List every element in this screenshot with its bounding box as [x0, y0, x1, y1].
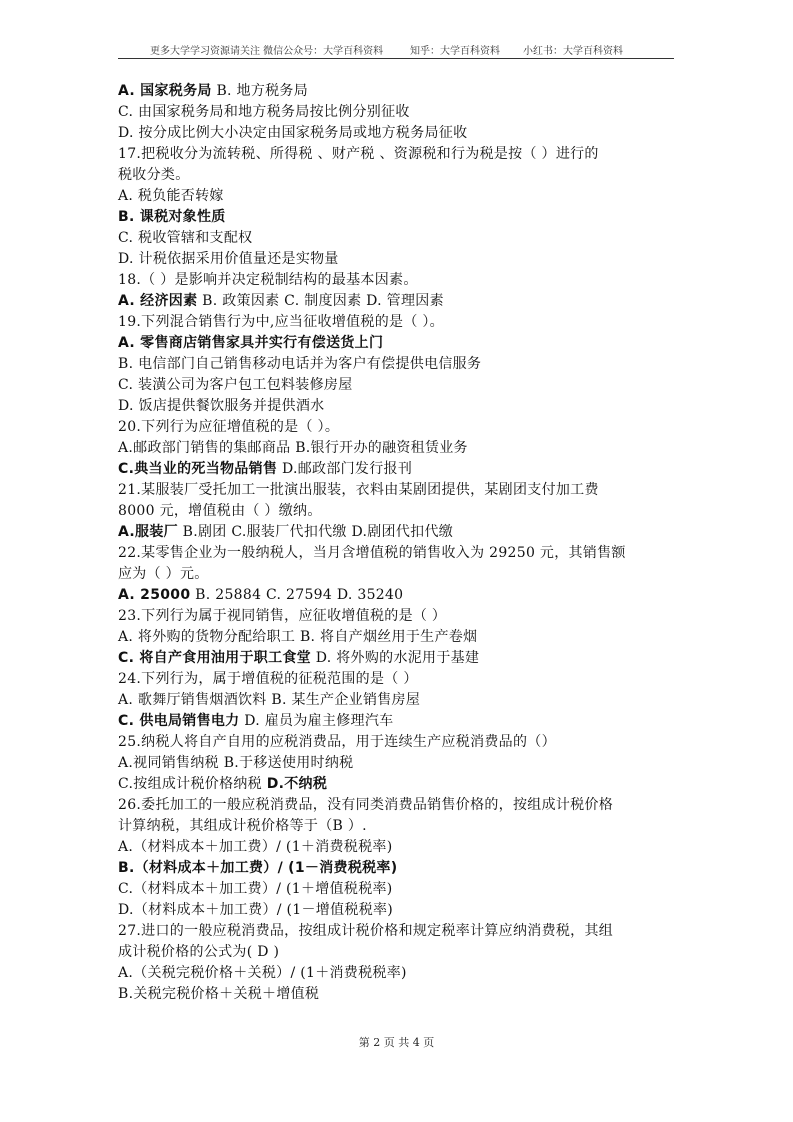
line-text: 24.下列行为，属于增值税的征税范围的是（ ）	[118, 671, 418, 687]
line-text: 计算纳税，其组成计税价格等于（B ）.	[118, 818, 367, 834]
text-line	[118, 816, 678, 837]
text-line	[118, 963, 678, 984]
line-text: C. 装潢公司为客户包工包料装修房屋	[118, 377, 353, 393]
text-line	[118, 270, 678, 291]
text-line	[118, 900, 678, 921]
text-line	[118, 102, 678, 123]
text-line	[118, 123, 678, 144]
line-text: A.（关税完税价格＋关税）/ (1＋消费税税率)	[118, 965, 407, 981]
line-text: 25.纳税人将自产自用的应税消费品，用于连续生产应税消费品的（）	[118, 734, 556, 750]
line-text: A. 歌舞厅销售烟酒饮料 B. 某生产企业销售房屋	[118, 692, 421, 708]
answer-text: A.服装厂	[118, 524, 178, 540]
line-text: 成计税价格的公式为( D )	[118, 944, 280, 960]
line-text: B.剧团 C.服装厂代扣代缴 D.剧团代扣代缴	[177, 524, 454, 540]
text-line	[118, 564, 678, 585]
text-line	[118, 144, 678, 165]
line-text: A.视同销售纳税 B.于移送使用时纳税	[118, 755, 354, 771]
text-line	[118, 753, 678, 774]
text-line	[118, 186, 678, 207]
text-line	[118, 81, 678, 102]
line-text: B.关税完税价格＋关税＋增值税	[118, 986, 320, 1002]
text-line	[118, 921, 678, 942]
text-line	[118, 459, 678, 480]
line-text: D.（材料成本＋加工费）/ (1－增值税税率)	[118, 902, 394, 918]
header-wechat-text: 更多大学学习资源请关注 微信公众号：大学百科资料	[150, 46, 384, 57]
text-line	[118, 711, 678, 732]
text-line	[118, 417, 678, 438]
text-line	[118, 354, 678, 375]
text-line	[118, 879, 678, 900]
line-text: D. 将外购的水泥用于基建	[310, 650, 480, 666]
text-line	[118, 837, 678, 858]
text-line	[118, 627, 678, 648]
answer-text: A. 经济因素	[118, 293, 198, 309]
header-xiaohongshu-text: 小红书：大学百科资料	[523, 46, 623, 57]
line-text: C.（材料成本＋加工费）/ (1＋增值税税率)	[118, 881, 393, 897]
line-text: A. 税负能否转嫁	[118, 188, 224, 204]
line-text: B. 地方税务局	[211, 83, 309, 99]
line-text: A.邮政部门销售的集邮商品 B.银行开办的融资租赁业务	[118, 440, 468, 456]
document-body	[118, 81, 678, 1005]
line-text: 18.（ ）是影响并决定税制结构的最基本因素。	[118, 272, 418, 288]
line-text: 8000 元，增值税由（ ）缴纳。	[118, 503, 322, 519]
text-line	[118, 585, 678, 606]
line-text: 26.委托加工的一般应税消费品，没有同类消费品销售价格的，按组成计税价格	[118, 797, 614, 813]
text-line	[118, 984, 678, 1005]
answer-text: A. 国家税务局	[118, 83, 212, 99]
line-text: C.按组成计税价格纳税	[118, 776, 267, 792]
text-line	[118, 165, 678, 186]
header-zhihu-text: 知乎：大学百科资料	[410, 46, 500, 57]
text-line	[118, 438, 678, 459]
line-text: C. 税收管辖和支配权	[118, 230, 253, 246]
answer-text: C. 将自产食用油用于职工食堂	[118, 650, 311, 666]
text-line	[118, 648, 678, 669]
text-line	[118, 501, 678, 522]
text-line	[118, 606, 678, 627]
page-number: 第 2 页 共 4 页	[358, 1036, 435, 1049]
line-text: C. 由国家税务局和地方税务局按比例分别征收	[118, 104, 410, 120]
text-line	[118, 669, 678, 690]
line-text: 17.把税收分为流转税、所得税 、财产税 、资源税和行为税是按（ ）进行的	[118, 146, 599, 162]
line-text: D. 计税依据采用价值量还是实物量	[118, 251, 339, 267]
line-text: 19.下列混合销售行为中,应当征收增值税的是（ ）。	[118, 314, 444, 330]
text-line	[118, 858, 678, 879]
text-line	[118, 207, 678, 228]
text-line	[118, 795, 678, 816]
line-text: A.（材料成本＋加工费）/ (1＋消费税税率)	[118, 839, 393, 855]
line-text: 22.某零售企业为一般纳税人，当月含增值税的销售收入为 29250 元，其销售额	[118, 545, 626, 561]
line-text: B. 25884 C. 27594 D. 35240	[190, 587, 404, 603]
line-text: D. 雇员为雇主修理汽车	[239, 713, 394, 729]
text-line	[118, 375, 678, 396]
text-line	[118, 291, 678, 312]
text-line	[118, 690, 678, 711]
text-line	[118, 942, 678, 963]
line-text: B. 电信部门自己销售移动电话并为客户有偿提供电信服务	[118, 356, 482, 372]
answer-text: C.典当业的死当物品销售	[118, 461, 278, 477]
answer-text: C. 供电局销售电力	[118, 713, 240, 729]
text-line	[118, 480, 678, 501]
text-line	[118, 543, 678, 564]
line-text: 税收分类。	[118, 167, 190, 183]
text-line	[118, 396, 678, 417]
line-text: A. 将外购的货物分配给职工 B. 将自产烟丝用于生产卷烟	[118, 629, 478, 645]
text-line	[118, 522, 678, 543]
line-text: 应为（ ）元。	[118, 566, 209, 582]
line-text: 21.某服装厂受托加工一批演出服装，衣料由某剧团提供，某剧团支付加工费	[118, 482, 599, 498]
line-text: D.邮政部门发行报刊	[277, 461, 413, 477]
text-line	[118, 249, 678, 270]
text-line	[118, 312, 678, 333]
line-text: 20.下列行为应征增值税的是（ ）。	[118, 419, 340, 435]
text-line	[118, 732, 678, 753]
text-line	[118, 774, 678, 795]
answer-text: A. 零售商店销售家具并实行有偿送货上门	[118, 335, 384, 351]
answer-text: A. 25000	[118, 587, 191, 603]
line-text: 27.进口的一般应税消费品，按组成计税价格和规定税率计算应纳消费税，其组	[118, 923, 614, 939]
answer-text: B. 课税对象性质	[118, 209, 226, 225]
page-header	[118, 38, 674, 59]
line-text: D. 饭店提供餐饮服务并提供酒水	[118, 398, 325, 414]
text-line	[118, 228, 678, 249]
answer-text: D.不纳税	[266, 776, 328, 792]
text-line	[118, 333, 678, 354]
line-text: B. 政策因素 C. 制度因素 D. 管理因素	[197, 293, 444, 309]
line-text: D. 按分成比例大小决定由国家税务局或地方税务局征收	[118, 125, 468, 141]
answer-text: B.（材料成本＋加工费）/ (1－消费税税率)	[118, 860, 398, 876]
line-text: 23.下列行为属于视同销售，应征收增值税的是（ ）	[118, 608, 447, 624]
